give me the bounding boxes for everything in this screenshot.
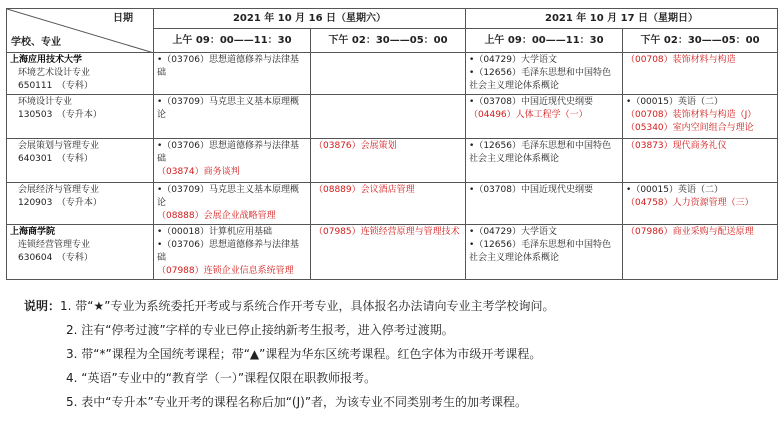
table-row (7, 139, 778, 183)
course-line: •（03706）思想道德修养与法律基 (157, 240, 299, 250)
course-cell (623, 139, 778, 183)
course-cell (154, 225, 311, 280)
course-line: •（04729）大学语文 (469, 55, 557, 65)
course-line: （07988）连锁企业信息系统管理 (157, 266, 294, 276)
course-line: （07986）商业采购与配送原理 (626, 227, 754, 237)
header-corner-cell (7, 9, 154, 53)
course-cell (466, 139, 623, 183)
course-line: （00708）装饰材料与构造（J） (626, 110, 757, 120)
course-cell (623, 225, 778, 280)
course-cell (154, 183, 311, 225)
note-item (24, 390, 554, 414)
course-cell (623, 95, 778, 139)
school-major-cell (7, 95, 154, 139)
course-cell (623, 53, 778, 95)
course-cell (311, 139, 466, 183)
course-cell (466, 183, 623, 225)
note-item (24, 366, 554, 390)
date-header-sat: 2021 年 10 月 16 日（星期六） (154, 9, 466, 29)
major-name: 连锁经营管理专业 (18, 240, 91, 250)
course-line: 础 (157, 154, 167, 164)
table-row (7, 53, 778, 95)
course-cell (466, 225, 623, 280)
major-code: 120903 （专升本） (18, 198, 102, 208)
notes-section (24, 294, 554, 414)
major-name: 会展经济与管理专业 (18, 185, 100, 195)
course-line: 社会主义理论体系概论 (469, 81, 560, 91)
course-line: （03874）商务谈判 (157, 167, 240, 177)
course-cell (311, 183, 466, 225)
note-item (24, 342, 554, 366)
school-major-cell (7, 139, 154, 183)
notes-label: 说明： (24, 299, 61, 313)
time-header-sun-am: 上午 09：00——11：30 (466, 29, 623, 53)
course-line: （04496）人体工程学（一） (469, 110, 588, 120)
course-line: •（03709）马克思主义基本原理概 (157, 185, 299, 195)
course-line: •（03708）中国近现代史纲要 (469, 97, 593, 107)
course-cell (466, 95, 623, 139)
exam-schedule-table (6, 8, 778, 280)
course-line: （04758）人力资源管理（三） (626, 198, 754, 208)
table-row (7, 225, 778, 280)
note-text: 3. 带“*”课程为全国统考课程；带“▲”课程为华东区统考课程。红色字体为市级开考课程。 (66, 347, 542, 361)
course-line: 论 (157, 110, 167, 120)
course-line: 社会主义理论体系概论 (469, 253, 560, 263)
course-line: •（12656）毛泽东思想和中国特色 (469, 240, 611, 250)
course-line: （07985）连锁经营原理与管理技术 (314, 227, 460, 237)
course-cell (311, 53, 466, 95)
time-header-sat-am: 上午 09：00——11：30 (154, 29, 311, 53)
course-line: 论 (157, 198, 167, 208)
course-line: •（12656）毛泽东思想和中国特色 (469, 68, 611, 78)
school-major-cell (7, 225, 154, 280)
course-cell (466, 53, 623, 95)
course-line: 社会主义理论体系概论 (469, 154, 560, 164)
table-row (7, 95, 778, 139)
course-line: •（03709）马克思主义基本原理概 (157, 97, 299, 107)
note-item (24, 318, 554, 342)
course-line: •（12656）毛泽东思想和中国特色 (469, 141, 611, 151)
course-cell (623, 183, 778, 225)
note-text: 5. 表中“专升本”专业开考的课程名称后加“(J)”者，为该专业不同类别考生的加考课程。 (66, 395, 528, 409)
course-line: •（04729）大学语文 (469, 227, 557, 237)
course-line: （08889）会议酒店管理 (314, 185, 415, 195)
course-line: （03873）现代商务礼仪 (626, 141, 727, 151)
note-text: 1. 带“★”专业为系统委托开考或与系统合作开考专业，具体报名办法请向专业主考学校询问。 (60, 299, 555, 313)
major-name: 环境艺术设计专业 (18, 68, 91, 78)
course-line: （00708）装饰材料与构造 (626, 55, 736, 65)
major-code: 640301 （专科） (18, 154, 93, 164)
course-cell (154, 95, 311, 139)
school-major-cell (7, 53, 154, 95)
course-line: •（03706）思想道德修养与法律基 (157, 55, 299, 65)
school-major-cell (7, 183, 154, 225)
note-text: 4. “英语”专业中的“教育学（一）”课程仅限在职教师报考。 (66, 371, 377, 385)
course-line: •（00015）英语（二） (626, 97, 723, 107)
major-name: 环境设计专业 (18, 97, 73, 107)
course-cell (311, 95, 466, 139)
course-line: （03876）会展策划 (314, 141, 397, 151)
course-line: •（00018）计算机应用基础 (157, 227, 272, 237)
course-line: •（00015）英语（二） (626, 185, 723, 195)
major-name: 会展策划与管理专业 (18, 141, 100, 151)
note-text: 2. 注有“停考过渡”字样的专业已停止接纳新考生报考，进入停考过渡期。 (66, 323, 454, 337)
course-cell (311, 225, 466, 280)
table-row (7, 183, 778, 225)
date-header-sun: 2021 年 10 月 17 日（星期日） (466, 9, 778, 29)
course-cell (154, 53, 311, 95)
course-line: （05340）室内空间组合与理论 (626, 123, 754, 133)
course-line: （08888）会展企业战略管理 (157, 211, 276, 221)
course-line: •（03708）中国近现代史纲要 (469, 185, 593, 195)
course-line: 础 (157, 68, 167, 78)
school-major-label: 学校、专业 (11, 37, 61, 48)
day-label: 日期 (113, 13, 133, 24)
major-code: 130503 （专升本） (18, 110, 102, 120)
note-item (24, 294, 554, 318)
time-header-sun-pm: 下午 02：30——05：00 (623, 29, 778, 53)
course-cell (154, 139, 311, 183)
major-code: 650111 （专科） (18, 81, 93, 91)
course-line: 础 (157, 253, 167, 263)
course-line: •（03706）思想道德修养与法律基 (157, 141, 299, 151)
school-name: 上海商学院 (10, 227, 56, 237)
major-code: 630604 （专科） (18, 253, 93, 263)
time-header-sat-pm: 下午 02：30——05：00 (311, 29, 466, 53)
school-name: 上海应用技术大学 (10, 55, 83, 65)
